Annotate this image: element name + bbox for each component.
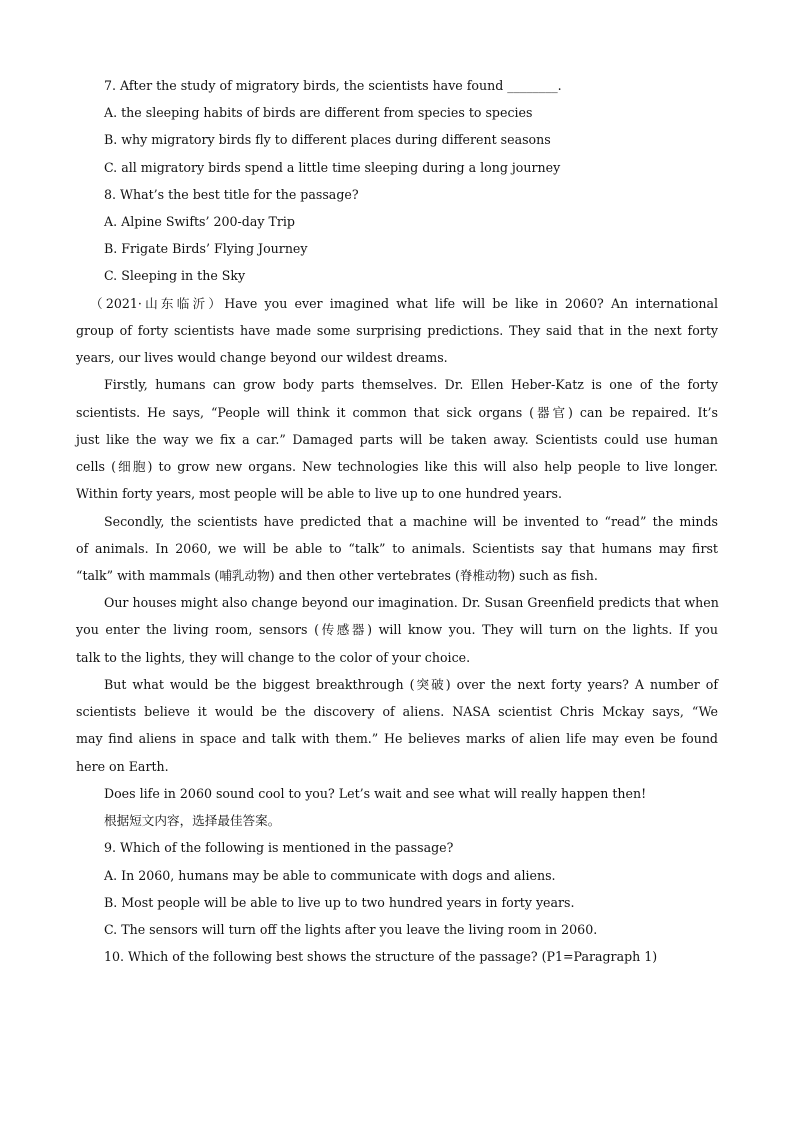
- passage-p1-line-3: years, our lives would change beyond our wildest dreams.: [76, 350, 448, 365]
- passage-p1-line-1: （2021·山东临沂）Have you ever imagined what life will be like in 2060? An international: [90, 296, 718, 311]
- instruction-text: 根据短文内容，选择最佳答案。: [104, 813, 281, 828]
- passage-p1-line-2: group of forty scientists have made some surprising predictions. They said that in the next forty: [76, 323, 718, 338]
- passage-p2-line-1: Firstly, humans can grow body parts themselves. Dr. Ellen Heber-Katz is one of the forty: [104, 377, 718, 392]
- passage-p5-line-2: scientists believe it would be the discovery of aliens. NASA scientist Chris Mckay says, “We: [76, 704, 718, 719]
- question-9-option-b: B. Most people will be able to live up to two hundred years in forty years.: [104, 895, 575, 910]
- question-7-option-b: B. why migratory birds fly to different places during different seasons: [104, 132, 551, 147]
- question-7-option-a: A. the sleeping habits of birds are different from species to species: [104, 105, 533, 120]
- passage-p2-line-4: cells (细胞) to grow new organs. New technologies like this will also help people to live longer.: [76, 459, 718, 474]
- question-10-stem: 10. Which of the following best shows the structure of the passage? (P1=Paragraph 1): [104, 949, 658, 964]
- passage-p5-line-3: may find aliens in space and talk with them.” He believes marks of alien life may even be found: [76, 731, 718, 746]
- passage-p3-line-1: Secondly, the scientists have predicted that a machine will be invented to “read” the minds: [104, 514, 718, 529]
- question-8-option-c: C. Sleeping in the Sky: [104, 268, 246, 283]
- question-8-option-a: A. Alpine Swifts’ 200-day Trip: [104, 214, 295, 229]
- passage-p3-line-3: “talk” with mammals (哺乳动物) and then other vertebrates (脊椎动物) such as fish.: [76, 568, 598, 583]
- passage-p4-line-1: Our houses might also change beyond our imagination. Dr. Susan Greenfield predicts that when: [104, 595, 719, 610]
- passage-p4-line-2: you enter the living room, sensors (传感器) will know you. They will turn on the lights. If you: [76, 622, 718, 637]
- question-8-stem: 8. What’s the best title for the passage?: [104, 187, 359, 202]
- passage-p2-line-3: just like the way we fix a car.” Damaged parts will be taken away. Scientists could use human: [76, 432, 718, 447]
- question-7-option-c: C. all migratory birds spend a little time sleeping during a long journey: [104, 160, 561, 175]
- question-8-option-b: B. Frigate Birds’ Flying Journey: [104, 241, 308, 256]
- passage-p6-line-1: Does life in 2060 sound cool to you? Let’s wait and see what will really happen then!: [104, 786, 647, 801]
- passage-p5-line-4: here on Earth.: [76, 759, 169, 774]
- passage-p3-line-2: of animals. In 2060, we will be able to “talk” to animals. Scientists say that humans may first: [76, 541, 718, 556]
- passage-p2-line-2: scientists. He says, “People will think it common that sick organs (器官) can be repaired. It’s: [76, 405, 718, 420]
- question-9-option-a: A. In 2060, humans may be able to communicate with dogs and aliens.: [104, 868, 556, 883]
- passage-p4-line-3: talk to the lights, they will change to the color of your choice.: [76, 650, 471, 665]
- passage-p2-line-5: Within forty years, most people will be able to live up to one hundred years.: [76, 486, 562, 501]
- question-7-stem: 7. After the study of migratory birds, the scientists have found ________.: [104, 78, 562, 93]
- question-9-option-c: C. The sensors will turn off the lights after you leave the living room in 2060.: [104, 922, 598, 937]
- passage-p5-line-1: But what would be the biggest breakthrough (突破) over the next forty years? A number of: [104, 677, 718, 692]
- question-9-stem: 9. Which of the following is mentioned in the passage?: [104, 840, 454, 855]
